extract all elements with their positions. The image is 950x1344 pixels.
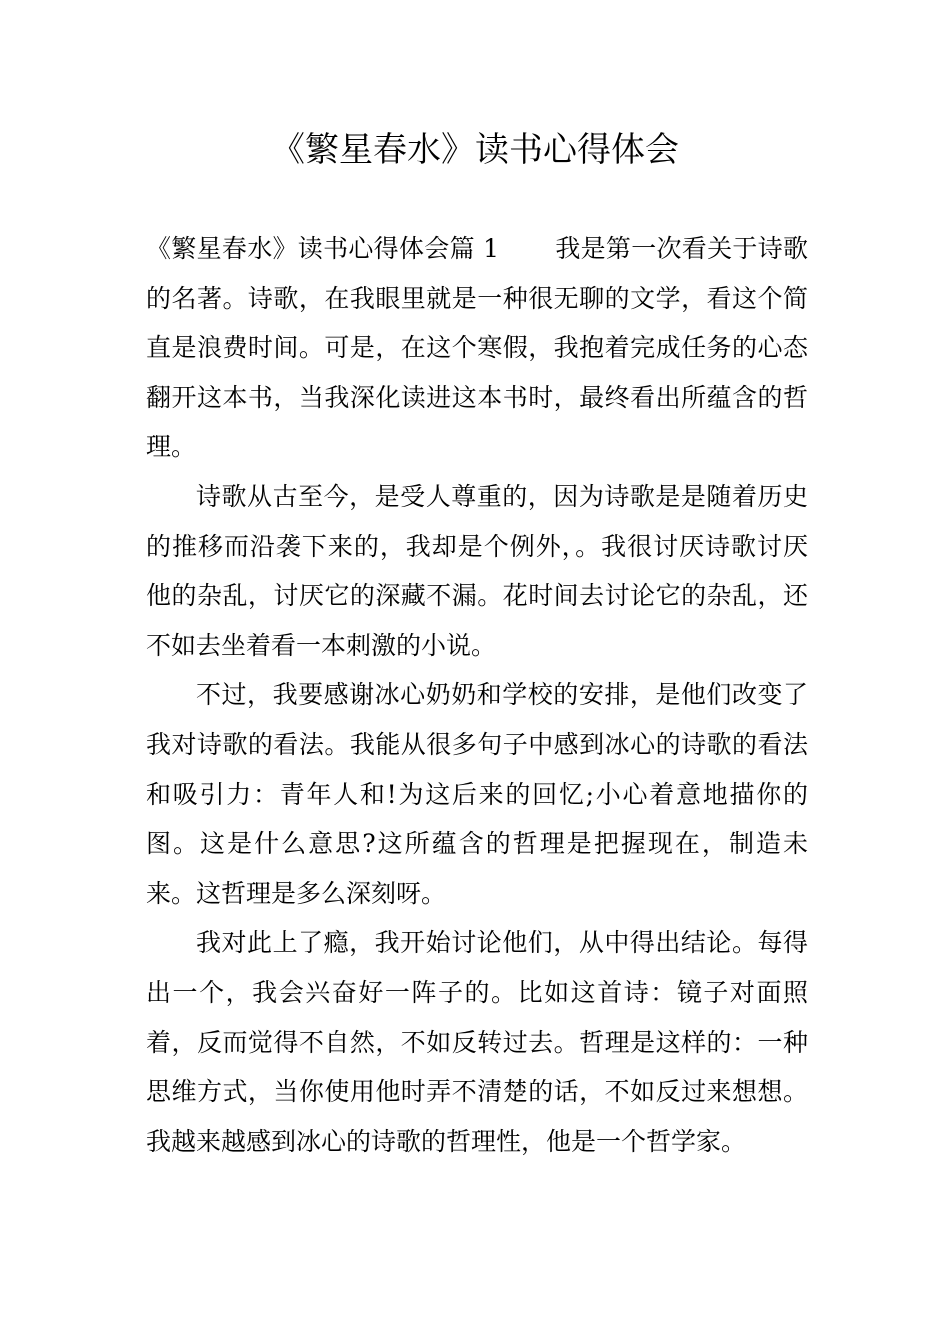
- document-title: 《繁星春水》读书心得体会: [271, 130, 679, 170]
- paragraph-3: 不过，我要感谢冰心奶奶和学校的安排，是他们改变了我对诗歌的看法。我能从很多句子中感到冰心的诗歌的看法和吸引力：青年人和!为这后来的回忆;小心着意地描你的图。这是什么意思?这所蕴含的哲理是把握现在，制造未来。这哲理是多么深刻呀。: [146, 680, 808, 908]
- paragraph-2: 诗歌从古至今，是受人尊重的，因为诗歌是是随着历史的推移而沿袭下来的，我却是个例外，。我很讨厌诗歌讨厌他的杂乱，讨厌它的深藏不漏。花时间去讨论它的杂乱，还不如去坐着看一本刺激的小说。: [146, 481, 808, 660]
- section-heading: 《繁星春水》读书心得体会篇 1: [146, 234, 500, 263]
- document-body: [146, 224, 808, 1166]
- paragraph-1-text: 我是第一次看关于诗歌的名著。诗歌，在我眼里就是一种很无聊的文学，看这个简直是浪费时间。可是，在这个寒假，我抱着完成任务的心态翻开这本书，当我深化读进这本书时，最终看出所蕴含的哲理。: [146, 234, 808, 462]
- paragraph-4: 我对此上了瘾，我开始讨论他们，从中得出结论。每得出一个，我会兴奋好一阵子的。比如这首诗：镜子对面照着，反而觉得不自然，不如反转过去。哲理是这样的：一种思维方式，当你使用他时弄不清楚的话，不如反过来想想。我越来越感到冰心的诗歌的哲理性，他是一个哲学家。: [146, 928, 808, 1156]
- paragraph-1: [146, 224, 808, 472]
